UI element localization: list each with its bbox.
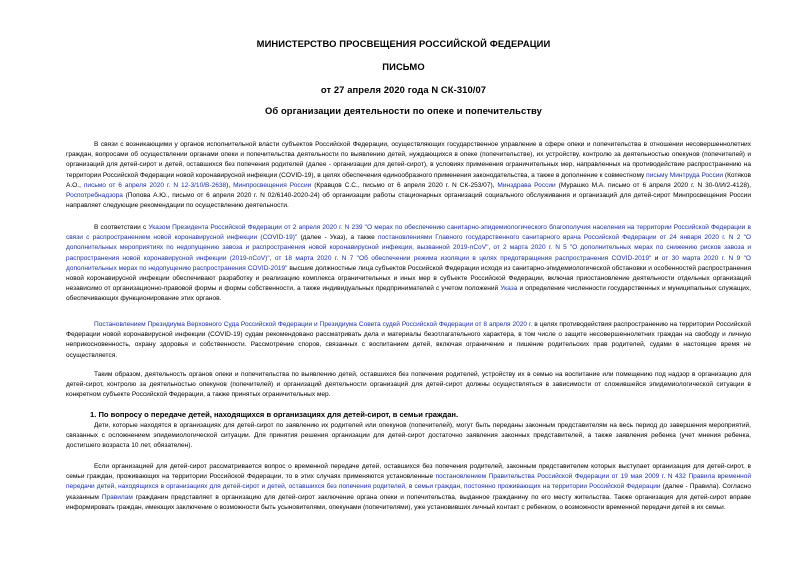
document-subject: Об организации деятельности по опеке и попечительству <box>264 105 542 116</box>
paragraph-transfer-by-request: Дети, которые находятся в организациях для детей-сирот по заявлению их родителей или опекунов (попечителей), могут быть переданы законным представителям на весь период до завершения мероприятий, связанных с осложнением эпидемиологической ситуации. Для принятия решения организации для детей-сирот достаточно заявления законных представителей, а также заявления ребенка (учет мнения ребенка, достигшего возраста 10 лет, обязателен). <box>66 422 751 450</box>
paragraph-intro: В связи с возникающими у органов исполнительной власти субъектов Российской Федерации, осуществляющих государственное управление в сфере опеки и попечительства в отношении несовершеннолетних граждан, вопросами об осуществлении органами опеки и попечительства деятельности по выявлению детей, нуждающихся в опеке (попечительстве), их устройству, контролю за деятельностью опекунов (попечителей) и организаций для детей-сирот и детей, оставшихся без попечения родителей (далее - организации для детей-сирот), в условиях применения ограничительных мер, направленных на противодействие распространению на территории Российской Федерации новой коронавирусной инфекции (COVID-19), в целях обеспечения единообразного применения законодательства, а также в дополнение к совместному письму Минтруда России (Котяков А.О., письмо от 6 апреля 2020 г. N 12-3/10/В-2638), Минпросвещения России (Кравцов С.С., письмо от 6 апреля 2020 г. N СК-253/07), Минздрава России (Мурашко М.А. письмо от 6 апреля 2020 г. N 30-0/И/2-4128), Роспотребнадзора (Попова А.Ю., письмо от 6 апреля 2020 г. N 02/6140-2020-24) об организации работы стационарных организаций социального обслуживания и организаций для детей-сирот Минпросвещения России направляет следующие рекомендации по осуществлению деятельности. <box>66 141 751 210</box>
section-1-heading: 1. По вопросу о передаче детей, находящихся в организациях для детей-сирот, в семьи граждан. <box>90 410 459 419</box>
link-decree[interactable]: Указа <box>500 285 518 293</box>
paragraph-temporary-transfer: Если организацией для детей-сирот рассматривается вопрос о временной передаче детей, оставшихся без попечения родителей, законным представителем которых выступает организация для детей-сирот, в семьи граждан, проживающих на территории Российской Федерации, то в этих случаях применяются установленные постановлением Правительства Российской Федерации от 19 мая 2009 г. N 432 Правила временной передачи детей, находящихся в организациях для детей-сирот и детей, оставшихся без попечения родителей, в семьи граждан, постоянно проживающих на территории Российской Федерации (далее - Правила). Согласно указанным Правилам гражданин представляет в организацию для детей-сирот заключение органа опеки и попечительства, выданное гражданину по его месту жительства. Также организация для детей-сирот вправе информировать граждан, имеющих заключение о возможности быть усыновителями, опекунами (попечителями), уже установивших личный контакт с ребенком, о возможности временной передачи детей в их семьи. <box>66 463 751 511</box>
ministry-heading: МИНИСТЕРСТВО ПРОСВЕЩЕНИЯ РОССИЙСКОЙ ФЕДЕРАЦИИ <box>256 38 551 49</box>
link-minzdrav[interactable]: Минздрава России <box>497 181 556 189</box>
link-rules[interactable]: Правилам <box>101 493 133 501</box>
link-presidential-decree[interactable]: Указом Президента Российской Федерации от 2 апреля 2020 г. N 239 "О мерах по обеспечению санитарно-эпидемиологического благополучия населения на территории Российской Федерации в связи с распространением новой коронавирусной инфекции (COVID-19)" <box>66 224 751 242</box>
link-supreme-court-resolution[interactable]: Постановлением Президиума Верховного Суда Российской Федерации и Президиума Совета судей Российской Федерации от 8 апреля 2020 г. <box>94 321 533 328</box>
link-resolution-5[interactable]: от 2 марта 2020 г. N 5 "О дополнительных мерах по снижению рисков завоза и распространения новой коронавирусной инфекции (2019-nCoV)" <box>66 244 751 262</box>
paragraph-supreme-court: Постановлением Президиума Верховного Суда Российской Федерации и Президиума Совета судей Российской Федерации от 8 апреля 2020 г. в целях противодействия распространению на территории Российской Федерации новой коронавирусной инфекции (COVID-19) судам рекомендовано рассматривать дела и материалы безотлагательного характера, в том числе о защите несовершеннолетних граждан на свободу и личную неприкосновенность, охрану здоровья и собственности. Рассмотрение споров, связанных с воспитанием детей, включая ограничение и лишение родительских прав родителей, судами в настоящее время не осуществляется. <box>66 321 751 359</box>
document-date: от 27 апреля 2020 года N СК-310/07 <box>320 84 487 95</box>
paragraph-conclusion: Таким образом, деятельность органов опеки и попечительства по выявлению детей, оставшихся без попечения родителей, устройству их в семью на воспитание или помещению под надзор в организацию для детей-сирот, контролю за деятельностью опекунов (попечителей) и организаций деятельности организаций для детей-сирот должны осуществляться в зависимости от сложившейся эпидемиологической ситуации в конкретном субъекте Российской Федерации, а также принятых ограничительных мер. <box>66 371 751 399</box>
link-letter-2638[interactable]: письмо от 6 апреля 2020 г. N 12-3/10/В-2638 <box>83 181 227 189</box>
document-type: ПИСЬМО <box>382 61 425 72</box>
link-government-resolution-432[interactable]: постановлением Правительства Российской Федерации от 19 мая 2009 г. N 432 Правила временной передачи детей, находящихся в организациях для детей-сирот и детей, оставшихся без попечения родителей, в семьи граждан, постоянно проживающих на территории Российской Федерации <box>66 473 751 491</box>
paragraph-decree: В соответствии с Указом Президента Российской Федерации от 2 апреля 2020 г. N 239 "О мерах по обеспечению санитарно-эпидемиологического благополучия населения на территории Российской Федерации в связи с распространением новой коронавирусной инфекции (COVID-19)" (далее - Указ), а также постановлениями Главного государственного санитарного врача Российской Федерации от 24 января 2020 г. N 2 "О дополнительных мероприятиях по недопущению завоза и распространения новой коронавирусной инфекции, вызванной 2019-nCoV", от 2 марта 2020 г. N 5 "О дополнительных мерах по снижению рисков завоза и распространения новой коронавирусной инфекции (2019-nCoV)", от 18 марта 2020 г. N 7 "Об обеспечении режима изоляции в целях предотвращения распространения COVID-2019" и от 30 марта 2020 г. N 9 "О дополнительных мерах по недопущению распространения COVID-2019" высшие должностные лица субъектов Российской Федерации исходя из санитарно-эпидемиологической обстановки и особенностей распространения новой коронавирусной инфекции обеспечивают разработку и реализацию комплекса ограничительных и иных мер в субъекте Российской Федерации, включая приостановление деятельности отдельных организаций независимо от организационно-правовой формы и формы собственности, а также индивидуальных предпринимателей с учетом положений Указа и определение численности государственных и муниципальных служащих, обеспечивающих функционирование этих органов. <box>66 224 752 303</box>
link-minprosvescheniya[interactable]: Минпросвещения России <box>233 181 312 189</box>
link-resolution-2[interactable]: постановлениями Главного государственного санитарного врача Российской Федерации от 24 января 2020 г. N 2 "О дополнительных мероприятиях по недопущению завоза и распространения новой коронавирусной инфекции, вызванной 2019-nCoV" <box>66 234 752 252</box>
link-resolution-7[interactable]: от 18 марта 2020 г. N 7 "Об обеспечении режима изоляции в целях предотвращения распространения COVID-2019" <box>274 254 652 262</box>
link-resolution-9[interactable]: от 30 марта 2020 г. N 9 "О дополнительных мерах по недопущению распространения COVID-2019" <box>66 254 751 272</box>
link-rospotrebnadzor[interactable]: Роспотребнадзора <box>66 192 123 200</box>
link-mintrud-letter[interactable]: письму Минтруда России <box>646 171 724 179</box>
